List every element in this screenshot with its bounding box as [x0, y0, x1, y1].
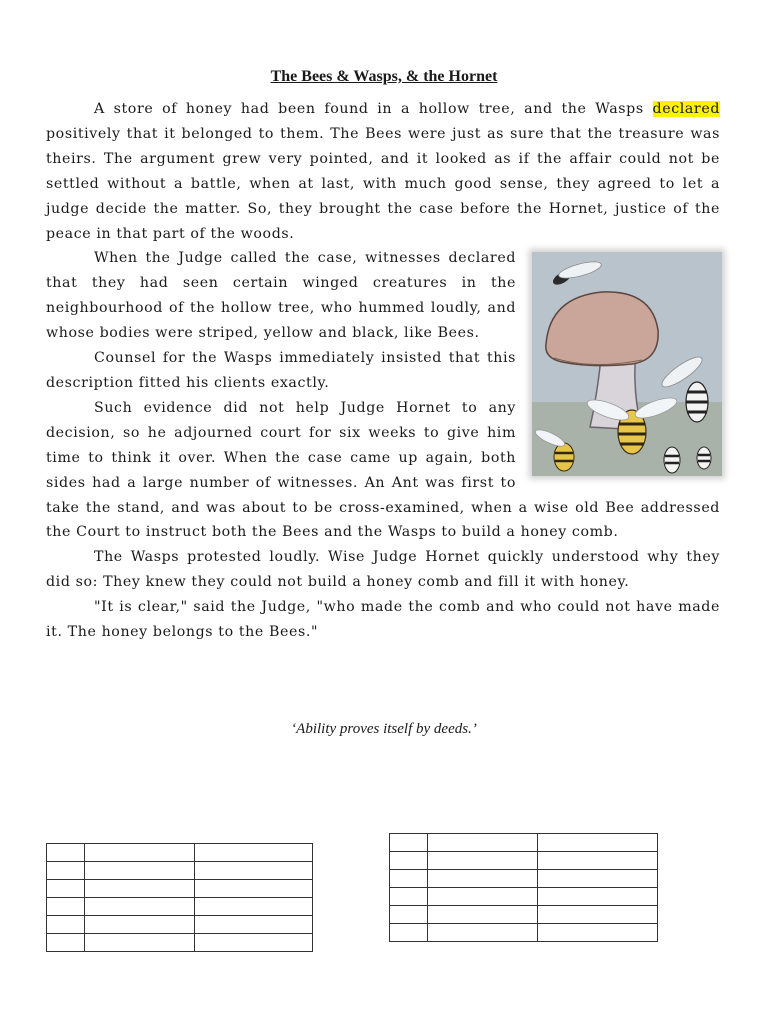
- table-cell: [195, 934, 313, 952]
- table-cell: [428, 852, 538, 870]
- illustration-drawing: [532, 252, 722, 476]
- paragraph-1-rest-a: positively that it belonged to them. The Bees were just as sure that the treasure was theirs. The argument grew very pointed, and it looked as if the affair could not be settled without a battle, when at last, with much good sense, they agreed to let a judge decide the matter. So, they brought the case before the Hornet, justice of the peace in that part of the woods.: [46, 125, 720, 242]
- table-cell: [195, 862, 313, 880]
- table-cell: [428, 834, 538, 852]
- table-row: [47, 898, 313, 916]
- table-cell: [85, 880, 195, 898]
- paragraph-2: When the Judge called the case, witnesses declared that they had seen certain winged creatures in the neighbourhood of the hollow tree, who hummed loudly, and whose bodies were striped, yellow and black, like Bees.: [46, 250, 516, 342]
- table-cell: [85, 862, 195, 880]
- table-cell: [390, 852, 428, 870]
- story-body: [46, 97, 720, 645]
- table-row: [390, 870, 658, 888]
- table-cell: [390, 924, 428, 942]
- table-cell: [390, 888, 428, 906]
- table-cell: [85, 934, 195, 952]
- table-cell: [195, 916, 313, 934]
- table-cell: [47, 916, 85, 934]
- table-row: [47, 880, 313, 898]
- highlighted-word: declared: [652, 101, 720, 117]
- blank-table-right: [389, 833, 658, 942]
- table-row: [47, 844, 313, 862]
- table-row: [390, 906, 658, 924]
- table-cell: [390, 834, 428, 852]
- table-row: [47, 934, 313, 952]
- story-moral: ‘Ability proves itself by deeds.’: [291, 721, 477, 737]
- paragraph-4: Such evidence did not help Judge Hornet to any decision, so he adjourned court for six weeks to give him time to think it over. When the case came up again, both sides had a large number of witnesses. An Ant was first to take the stand, and was about to be cross-examined, when a wise old Bee addressed the Court to instruct both the Bees and the Wasps to build a honey comb.: [46, 399, 720, 541]
- table-cell: [538, 924, 658, 942]
- table-cell: [47, 934, 85, 952]
- table-cell: [538, 906, 658, 924]
- table-cell: [47, 898, 85, 916]
- paragraph-1: [46, 97, 720, 246]
- bees-wasps-illustration: [532, 252, 722, 476]
- paragraph-3: Counsel for the Wasps immediately insisted that this description fitted his clients exactly.: [46, 350, 516, 391]
- table-cell: [390, 870, 428, 888]
- story-title: The Bees & Wasps, & the Hornet: [270, 68, 498, 85]
- table-cell: [538, 888, 658, 906]
- table-cell: [195, 880, 313, 898]
- table-cell: [47, 862, 85, 880]
- table-cell: [428, 870, 538, 888]
- table-row: [390, 924, 658, 942]
- table-cell: [538, 870, 658, 888]
- table-cell: [85, 898, 195, 916]
- paragraph-1-start: A store of honey had been found in a hollow tree, and the Wasps: [94, 101, 653, 117]
- table-cell: [85, 916, 195, 934]
- table-cell: [195, 844, 313, 862]
- table-cell: [428, 906, 538, 924]
- blank-table-left: [46, 843, 313, 952]
- table-cell: [85, 844, 195, 862]
- table-cell: [538, 834, 658, 852]
- table-row: [390, 834, 658, 852]
- table-cell: [428, 924, 538, 942]
- table-cell: [47, 844, 85, 862]
- table-row: [390, 852, 658, 870]
- table-cell: [47, 880, 85, 898]
- table-row: [390, 888, 658, 906]
- table-row: [47, 916, 313, 934]
- paragraph-5: The Wasps protested loudly. Wise Judge Hornet quickly understood why they did so: They knew they could not build a honey comb and fill it with honey.: [46, 549, 720, 591]
- table-cell: [390, 906, 428, 924]
- table-row: [47, 862, 313, 880]
- paragraph-6: "It is clear," said the Judge, "who made the comb and who could not have made it. The honey belongs to the Bees.": [46, 599, 720, 641]
- table-cell: [195, 898, 313, 916]
- table-cell: [428, 888, 538, 906]
- table-cell: [538, 852, 658, 870]
